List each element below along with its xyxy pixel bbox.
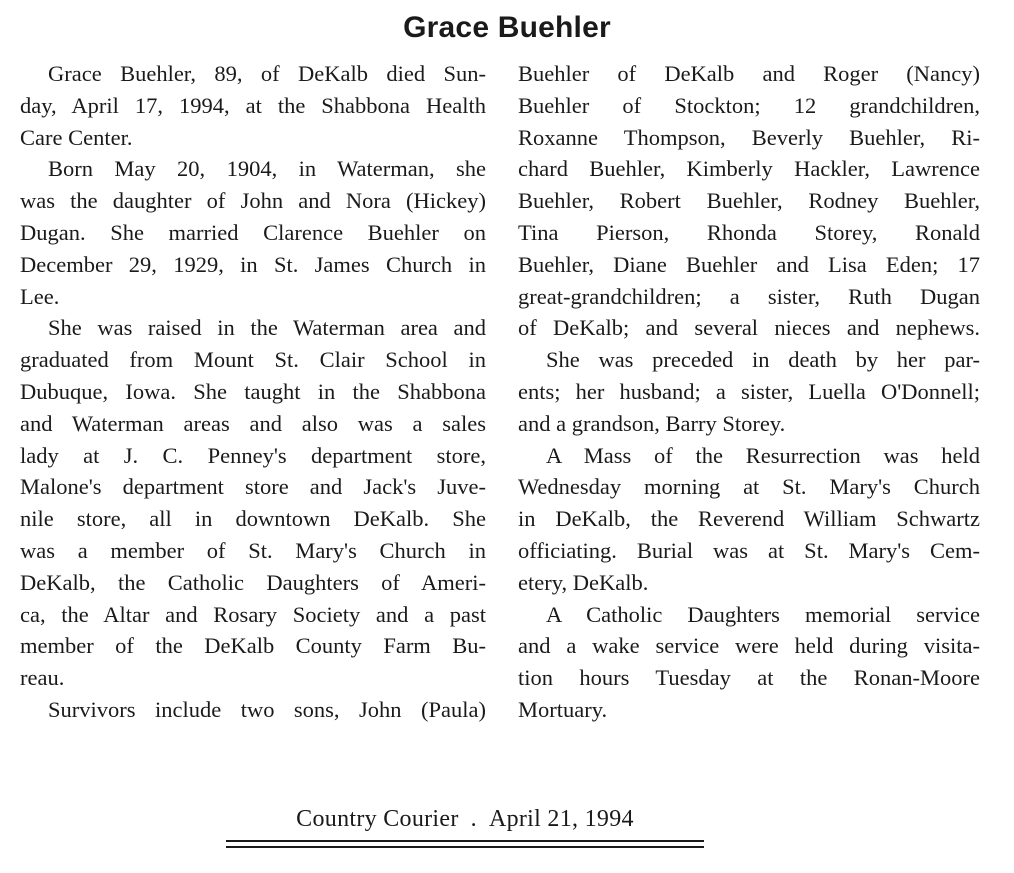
body-line: ents; her husband; a sister, Luella O'Donnell; (518, 378, 980, 404)
body-line: chard Buehler, Kimberly Hackler, Lawrence (518, 156, 980, 182)
body-line: and a grandson, Barry Storey. (518, 410, 786, 436)
publication-footer (226, 801, 704, 837)
footer-rule-bottom (226, 846, 704, 848)
body-line: Lee. (20, 283, 60, 309)
body-line: Born May 20, 1904, in Waterman, she (48, 156, 486, 182)
body-line: Grace Buehler, 89, of DeKalb died Sun- (48, 61, 486, 86)
publication-date: April 21, 1994 (488, 806, 634, 832)
body-line: great-grandchildren; a sister, Ruth Dugan (518, 283, 980, 309)
footer-separator: . (470, 806, 477, 832)
body-line: ca, the Altar and Rosary Society and a past (20, 601, 486, 627)
body-line: DeKalb, the Catholic Daughters of Ameri- (20, 569, 486, 595)
body-line: Dugan. She married Clarence Buehler on (20, 219, 486, 245)
body-line: day, April 17, 1994, at the Shabbona Health (20, 92, 486, 118)
body-line: reau. (20, 665, 65, 691)
body-line: etery, DeKalb. (518, 569, 649, 595)
body-line: Wednesday morning at St. Mary's Church (518, 474, 980, 500)
body-line: and a wake service were held during visita- (518, 633, 980, 659)
body-line: Buehler, Robert Buehler, Rodney Buehler, (518, 188, 980, 214)
body-line: Roxanne Thompson, Beverly Buehler, Ri- (518, 124, 980, 150)
publication-name: Country Courier (296, 806, 459, 832)
body-line: Survivors include two sons, John (Paula) (48, 696, 486, 722)
body-line: was a member of St. Mary's Church in (20, 537, 486, 563)
footer-rule-top (226, 840, 704, 842)
body-line: member of the DeKalb County Farm Bu- (20, 633, 486, 659)
obituary-headline: Grace Buehler (403, 11, 611, 44)
body-line: Tina Pierson, Rhonda Storey, Ronald (518, 219, 980, 245)
body-line: Buehler of Stockton; 12 grandchildren, (518, 92, 980, 118)
body-line: in DeKalb, the Reverend William Schwartz (518, 506, 980, 532)
body-line: of DeKalb; and several nieces and nephews. (518, 315, 980, 341)
body-line: Buehler, Diane Buehler and Lisa Eden; 17 (518, 251, 980, 277)
body-line: officiating. Burial was at St. Mary's Cem- (518, 537, 980, 563)
left-column (20, 58, 486, 726)
body-line: Mortuary. (518, 696, 608, 722)
body-line: lady at J. C. Penney's department store, (20, 442, 486, 468)
body-line: Buehler of DeKalb and Roger (Nancy) (518, 61, 980, 86)
body-line: nile store, all in downtown DeKalb. She (20, 506, 486, 532)
body-line: A Mass of the Resurrection was held (546, 442, 980, 468)
body-line: and Waterman areas and also was a sales (20, 410, 486, 436)
right-column (518, 58, 980, 726)
body-line: Care Center. (20, 124, 133, 150)
body-line: A Catholic Daughters memorial service (546, 601, 980, 627)
body-line: She was raised in the Waterman area and (48, 315, 486, 341)
body-line: tion hours Tuesday at the Ronan-Moore (518, 665, 980, 691)
body-line: December 29, 1929, in St. James Church in (20, 251, 486, 277)
body-line: graduated from Mount St. Clair School in (20, 347, 486, 373)
body-line: Malone's department store and Jack's Juve- (20, 474, 486, 500)
body-line: was the daughter of John and Nora (Hickey) (20, 188, 486, 214)
body-line: She was preceded in death by her par- (546, 347, 980, 373)
body-line: Dubuque, Iowa. She taught in the Shabbona (20, 378, 486, 404)
